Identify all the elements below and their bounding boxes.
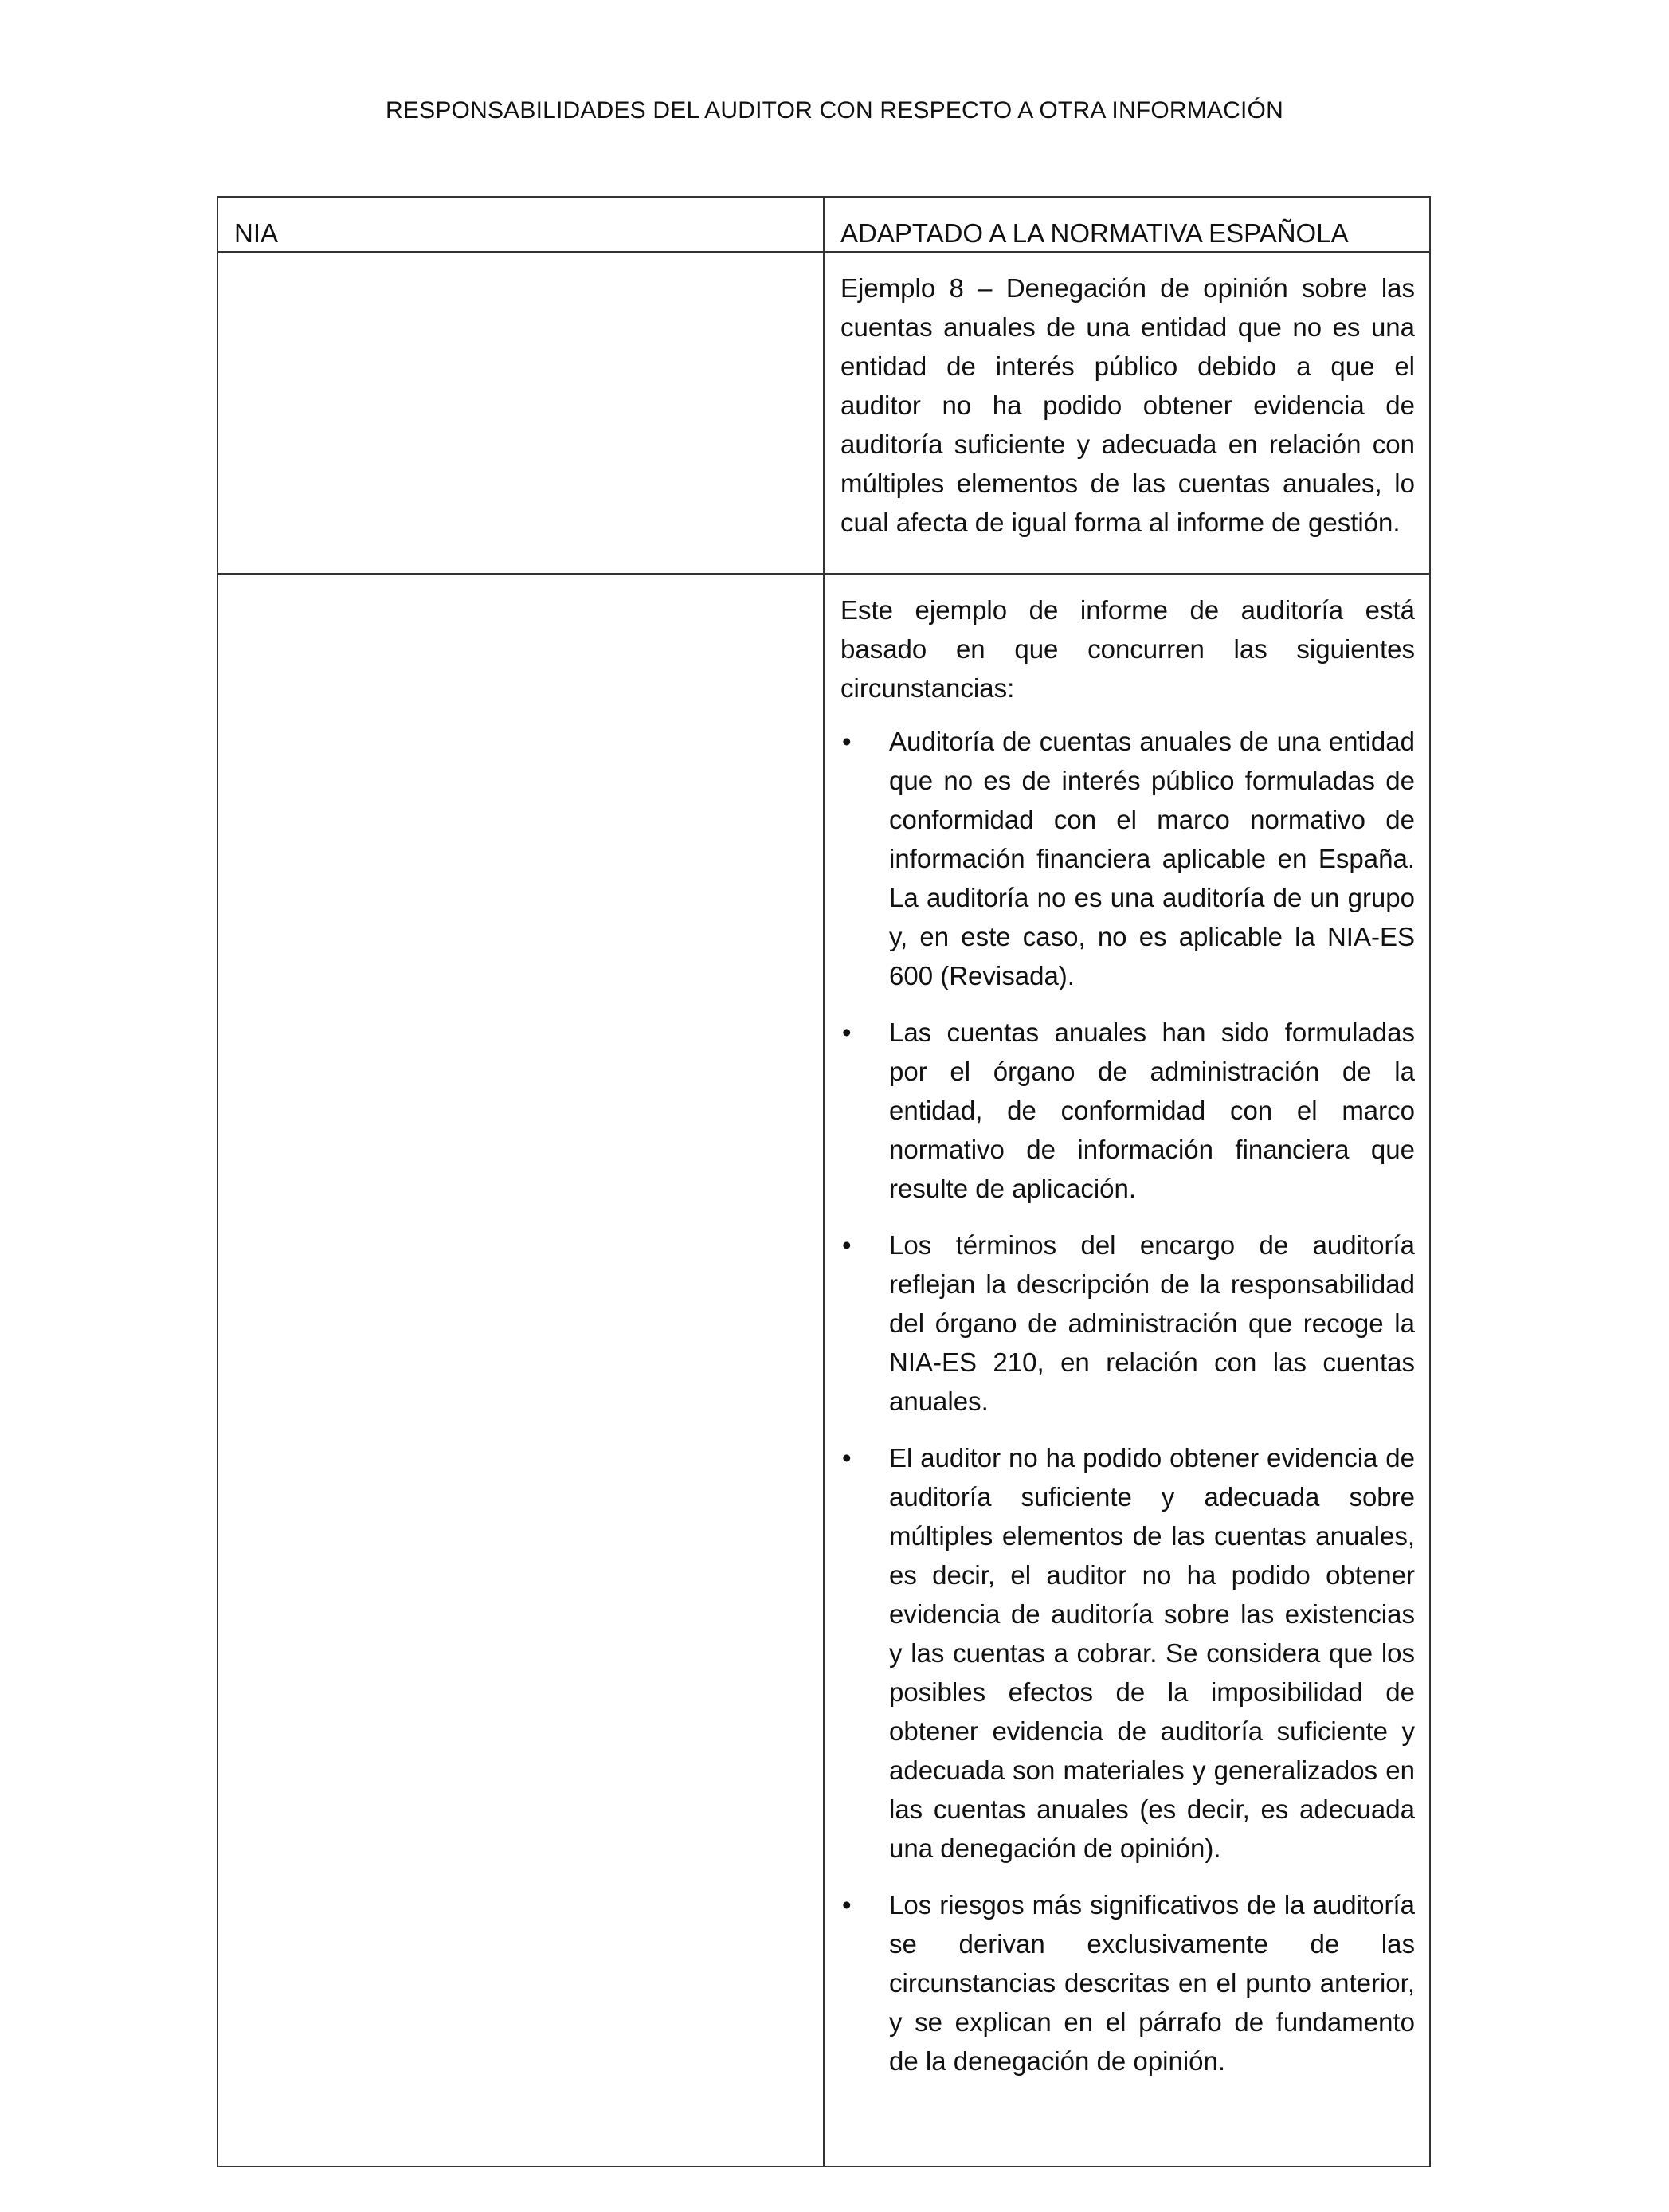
column-header-adaptado: ADAPTADO A LA NORMATIVA ESPAÑOLA <box>824 197 1430 252</box>
list-item-text: Las cuentas anuales han sido formuladas por el órgano de administración de la entidad, de conformidad con el marco normativo de información financiera que resulte de aplicación. <box>889 1018 1415 1203</box>
list-item-text: Los riesgos más significativos de la auditoría se derivan exclusivamente de las circunstancias descritas en el punto anterior, y se explican en el párrafo de fundamento de la denegación de opinión. <box>889 1890 1415 2076</box>
table-cell-nia-empty <box>217 252 824 574</box>
column-header-nia: NIA <box>217 197 824 252</box>
table-row <box>217 252 1430 574</box>
table-row <box>217 574 1430 2167</box>
list-item-text: Los términos del encargo de auditoría reflejan la descripción de la responsabilidad del órgano de administración que recoge la NIA-ES 210, en relación con las cuentas anuales. <box>889 1230 1415 1416</box>
table-cell-example-title <box>824 252 1430 574</box>
bullet-icon: • <box>842 1443 852 1473</box>
table-cell-nia-empty <box>217 574 824 2167</box>
comparison-table <box>217 196 1431 2167</box>
list-item <box>840 1226 1415 1421</box>
circumstances-list <box>840 722 1415 2081</box>
bullet-icon: • <box>842 1230 852 1260</box>
list-item-text: El auditor no ha podido obtener evidencia de auditoría suficiente y adecuada sobre múltiples elementos de las cuentas anuales, es decir, el auditor no ha podido obtener evidencia de auditoría sobre las existencias y las cuentas a cobrar. Se considera que los posibles efectos de la imposibilidad de obtener evidencia de auditoría suficiente y adecuada son materiales y generalizados en las cuentas anuales (es decir, es adecuada una denegación de opinión). <box>889 1443 1415 1863</box>
list-item <box>840 1013 1415 1208</box>
list-item-text: Auditoría de cuentas anuales de una entidad que no es de interés público formuladas de conformidad con el marco normativo de información financiera aplicable en España. La auditoría no es una auditoría de un grupo y, en este caso, no es aplicable la NIA-ES 600 (Revisada). <box>889 727 1415 990</box>
bullet-icon: • <box>842 727 852 756</box>
example-title-text: Ejemplo 8 – Denegación de opinión sobre las cuentas anuales de una entidad que no es una entidad de interés público debido a que el auditor no ha podido obtener evidencia de auditoría suficiente y adecuada en relación con múltiples elementos de las cuentas anuales, lo cual afecta de igual forma al informe de gestión. <box>840 273 1415 537</box>
list-item <box>840 722 1415 995</box>
list-item <box>840 1885 1415 2081</box>
table-header-row <box>217 197 1430 252</box>
page-title: RESPONSABILIDADES DEL AUDITOR CON RESPECTO A OTRA INFORMACIÓN <box>386 97 1283 124</box>
bullet-icon: • <box>842 1018 852 1047</box>
list-item <box>840 1438 1415 1868</box>
table-cell-circumstances <box>824 574 1430 2167</box>
bullet-icon: • <box>842 1890 852 1920</box>
intro-paragraph: Este ejemplo de informe de auditoría está basado en que concurren las siguientes circunstancias: <box>840 595 1415 703</box>
